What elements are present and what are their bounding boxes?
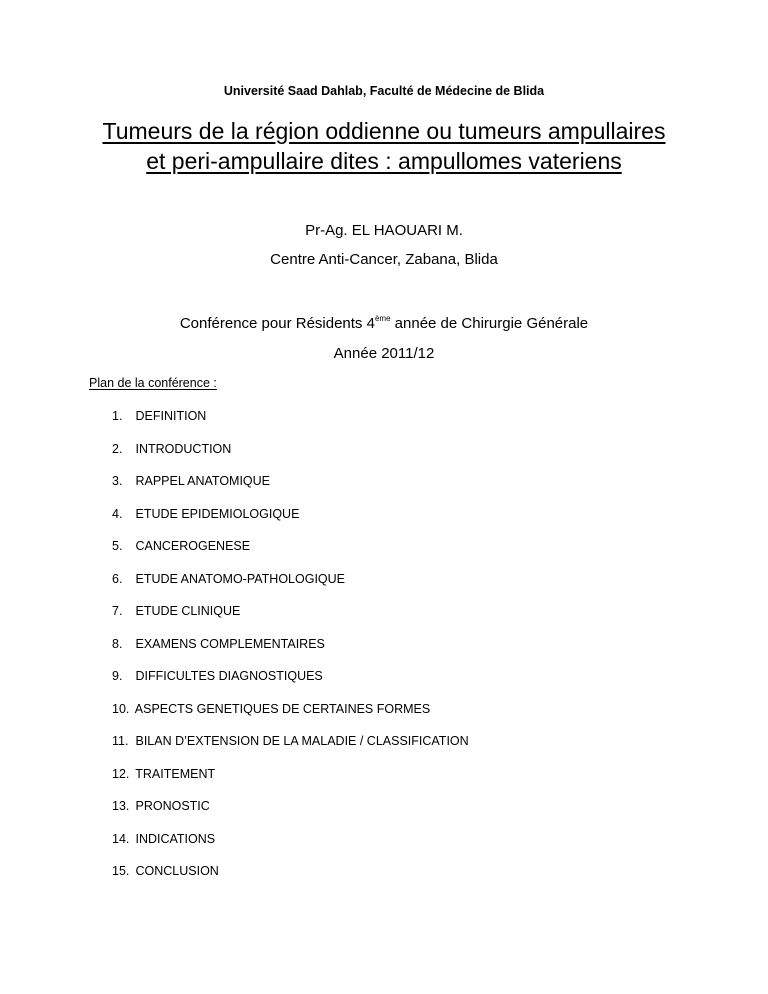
plan-item-number: 12. bbox=[112, 766, 130, 781]
plan-item bbox=[112, 701, 469, 734]
plan-item-label: CANCEROGENESE bbox=[135, 539, 251, 553]
plan-item bbox=[112, 733, 469, 766]
plan-item-number: 4. bbox=[112, 506, 123, 521]
author-affiliation: Centre Anti-Cancer, Zabana, Blida bbox=[270, 251, 498, 268]
plan-item bbox=[112, 636, 469, 669]
conference-suffix: année de Chirurgie Générale bbox=[390, 315, 589, 332]
plan-item bbox=[112, 603, 469, 636]
plan-item bbox=[112, 538, 469, 571]
plan-item-label: BILAN D’EXTENSION DE LA MALADIE / CLASSIFICATION bbox=[135, 734, 469, 748]
plan-item-number: 5. bbox=[112, 539, 123, 553]
plan-item-number: 6. bbox=[112, 571, 123, 586]
plan-item-number: 10. bbox=[112, 701, 130, 716]
plan-item-number: 11. bbox=[112, 734, 129, 748]
plan-item-label: TRAITEMENT bbox=[135, 766, 216, 781]
document-title bbox=[60, 116, 708, 176]
plan-item-label: PRONOSTIC bbox=[135, 799, 210, 813]
plan-item-label: DIFFICULTES DIAGNOSTIQUES bbox=[135, 669, 323, 683]
conference-prefix: Conférence pour Résidents 4 bbox=[179, 315, 375, 332]
plan-item bbox=[112, 441, 469, 474]
plan-item bbox=[112, 668, 469, 701]
plan-item-number: 8. bbox=[112, 636, 123, 651]
author-name: Pr-Ag. EL HAOUARI M. bbox=[305, 222, 463, 239]
plan-item-label: ETUDE EPIDEMIOLOGIQUE bbox=[135, 506, 300, 521]
conference-superscript: ème bbox=[374, 314, 391, 323]
plan-item-label: CONCLUSION bbox=[135, 864, 219, 878]
plan-item bbox=[112, 473, 469, 506]
title-line-2: et peri-ampullaire dites : ampullomes vateriens bbox=[146, 148, 622, 174]
plan-item-number: 13. bbox=[112, 799, 130, 813]
plan-item bbox=[112, 863, 469, 896]
title-line-1: Tumeurs de la région oddienne ou tumeurs ampullaires bbox=[102, 118, 666, 144]
plan-item bbox=[112, 506, 469, 539]
institution-header: Université Saad Dahlab, Faculté de Médecine de Blida bbox=[223, 84, 545, 98]
academic-year: Année 2011/12 bbox=[333, 345, 435, 362]
plan-heading: Plan de la conférence : bbox=[89, 376, 217, 390]
plan-item bbox=[112, 798, 469, 831]
plan-item-label: ASPECTS GENETIQUES DE CERTAINES FORMES bbox=[134, 701, 431, 716]
plan-item-number: 15. bbox=[112, 864, 130, 878]
plan-item-number: 2. bbox=[112, 441, 123, 456]
plan-item-label: RAPPEL ANATOMIQUE bbox=[135, 474, 271, 488]
plan-item-label: INTRODUCTION bbox=[135, 441, 232, 456]
plan-item bbox=[112, 571, 469, 604]
plan-item-label: INDICATIONS bbox=[135, 831, 216, 846]
plan-item bbox=[112, 766, 469, 799]
plan-item-label: EXAMENS COMPLEMENTAIRES bbox=[135, 636, 325, 651]
plan-item-number: 1. bbox=[112, 409, 123, 423]
plan-item-label: ETUDE CLINIQUE bbox=[135, 604, 241, 618]
plan-item bbox=[112, 408, 469, 441]
plan-item-number: 14. bbox=[112, 831, 130, 846]
plan-item-label: DEFINITION bbox=[135, 409, 207, 423]
plan-item-number: 7. bbox=[112, 604, 123, 618]
plan-item-number: 9. bbox=[112, 669, 123, 683]
plan-item bbox=[112, 831, 469, 864]
plan-list bbox=[112, 408, 469, 896]
conference-audience bbox=[0, 314, 768, 332]
plan-item-number: 3. bbox=[112, 474, 123, 488]
plan-item-label: ETUDE ANATOMO-PATHOLOGIQUE bbox=[135, 571, 345, 586]
